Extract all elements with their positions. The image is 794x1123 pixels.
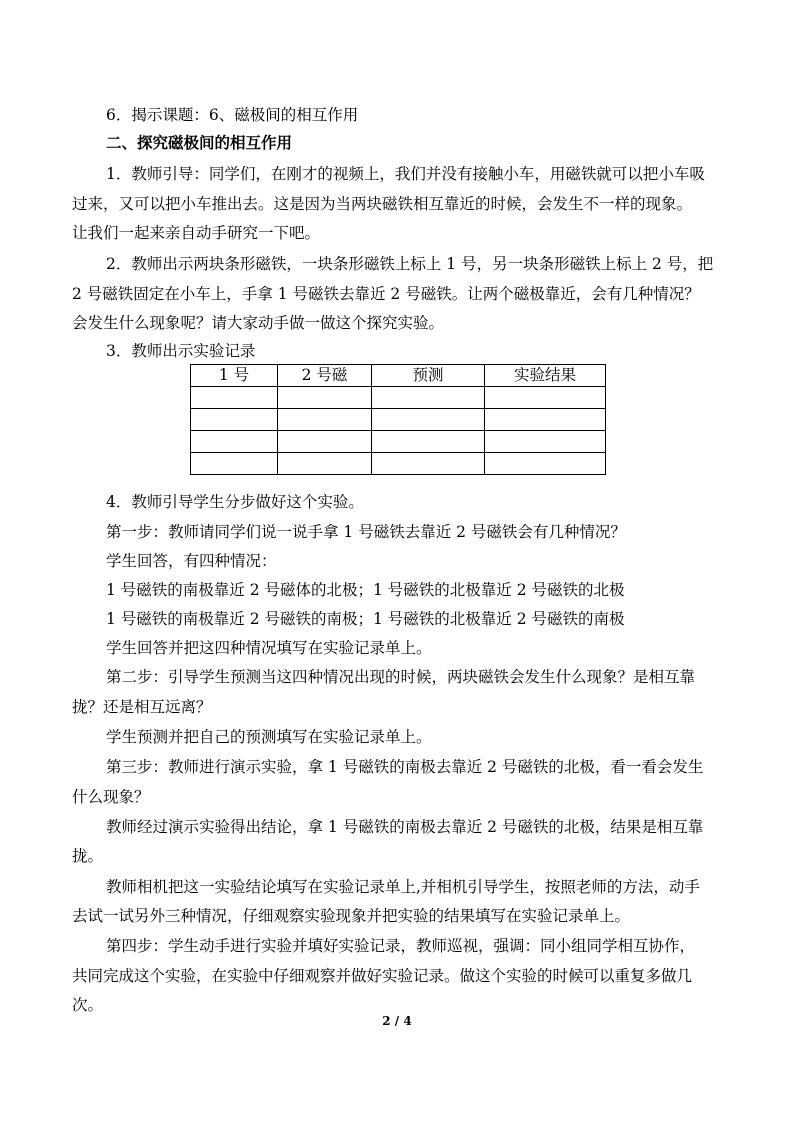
table-cell bbox=[191, 431, 278, 453]
table-cell bbox=[372, 387, 485, 409]
table-cell bbox=[485, 453, 606, 475]
text-line: 拢？还是相互远离？ bbox=[72, 698, 212, 716]
text-line: 1 号磁铁的南极靠近 2 号磁体的北极；1 号磁铁的北极靠近 2 号磁铁的北极 bbox=[106, 581, 625, 599]
text-line: 6．揭示课题：6、磁极间的相互作用 bbox=[106, 106, 359, 124]
text-line: 共同完成这个实验，在实验中仔细观察并做好实验记录。做这个实验的时候可以重复多做几 bbox=[72, 967, 693, 985]
table-cell bbox=[278, 453, 372, 475]
table-cell bbox=[485, 431, 606, 453]
text-line: 教师相机把这一实验结论填写在实验记录单上,并相机引导学生，按照老师的方法，动手 bbox=[106, 878, 700, 896]
section-heading: 二、探究磁极间的相互作用 bbox=[106, 133, 293, 152]
text-line: 过来，又可以把小车推出去。这是因为当两块磁铁相互靠近的时候，会发生不一样的现象。 bbox=[72, 195, 693, 213]
text-line: 拢。 bbox=[72, 847, 104, 865]
text-line: 4．教师引导学生分步做好这个实验。 bbox=[106, 493, 364, 511]
text-line: 学生回答，有四种情况： bbox=[106, 552, 277, 570]
text-line: 第二步：引导学生预测当这四种情况出现的时候，两块磁铁会发生什么现象？是相互靠 bbox=[106, 668, 696, 686]
table-header-cell: 预测 bbox=[372, 365, 485, 387]
text-line: 3．教师出示实验记录 bbox=[106, 342, 256, 360]
page-number: 2 / 4 bbox=[382, 1014, 412, 1028]
table-cell bbox=[278, 431, 372, 453]
text-line: 1 号磁铁的南极靠近 2 号磁铁的南极；1 号磁铁的北极靠近 2 号磁铁的南极 bbox=[106, 610, 625, 628]
table-cell bbox=[372, 431, 485, 453]
text-line: 什么现象？ bbox=[72, 788, 150, 806]
table-row bbox=[191, 431, 606, 453]
text-line: 2 号磁铁固定在小车上，手拿 1 号磁铁去靠近 2 号磁铁。让两个磁极靠近，会有几种情况？ bbox=[72, 285, 700, 303]
text-line: 第四步：学生动手进行实验并填好实验记录，教师巡视，强调：同小组同学相互协作， bbox=[106, 937, 696, 955]
table-header-cell: 2 号磁 bbox=[278, 365, 372, 387]
table-row bbox=[191, 409, 606, 431]
text-line: 让我们一起来亲自动手研究一下吧。 bbox=[72, 224, 321, 242]
text-line: 2．教师出示两块条形磁铁，一块条形磁铁上标上 1 号，另一块条形磁铁上标上 2 号，把 bbox=[106, 255, 714, 273]
table-cell bbox=[278, 409, 372, 431]
table-cell bbox=[372, 453, 485, 475]
text-line: 学生回答并把这四种情况填写在实验记录单上。 bbox=[106, 639, 432, 657]
table-row bbox=[191, 387, 606, 409]
text-line: 学生预测并把自己的预测填写在实验记录单上。 bbox=[106, 728, 432, 746]
table-row bbox=[191, 453, 606, 475]
table-cell bbox=[191, 453, 278, 475]
text-line: 次。 bbox=[72, 996, 104, 1014]
table-header-cell: 实验结果 bbox=[485, 365, 606, 387]
experiment-record-table bbox=[190, 364, 606, 475]
text-line: 1．教师引导：同学们，在刚才的视频上，我们并没有接触小车，用磁铁就可以把小车吸 bbox=[106, 165, 705, 183]
text-line: 会发生什么现象呢？请大家动手做一做这个探究实验。 bbox=[72, 314, 445, 332]
text-line: 教师经过演示实验得出结论，拿 1 号磁铁的南极去靠近 2 号磁铁的北极，结果是相互靠 bbox=[106, 818, 704, 836]
table-cell bbox=[372, 409, 485, 431]
table-header-row bbox=[191, 365, 606, 387]
table-header-cell: 1 号 bbox=[191, 365, 278, 387]
text-line: 第一步：教师请同学们说一说手拿 1 号磁铁去靠近 2 号磁铁会有几种情况？ bbox=[106, 523, 626, 541]
table-cell bbox=[485, 409, 606, 431]
table-cell bbox=[191, 387, 278, 409]
table-cell bbox=[278, 387, 372, 409]
text-line: 第三步：教师进行演示实验，拿 1 号磁铁的南极去靠近 2 号磁铁的北极，看一看会发生 bbox=[106, 758, 704, 776]
table-cell bbox=[485, 387, 606, 409]
text-line: 去试一试另外三种情况，仔细观察实验现象并把实验的结果填写在实验记录单上。 bbox=[72, 907, 631, 925]
table-cell bbox=[191, 409, 278, 431]
